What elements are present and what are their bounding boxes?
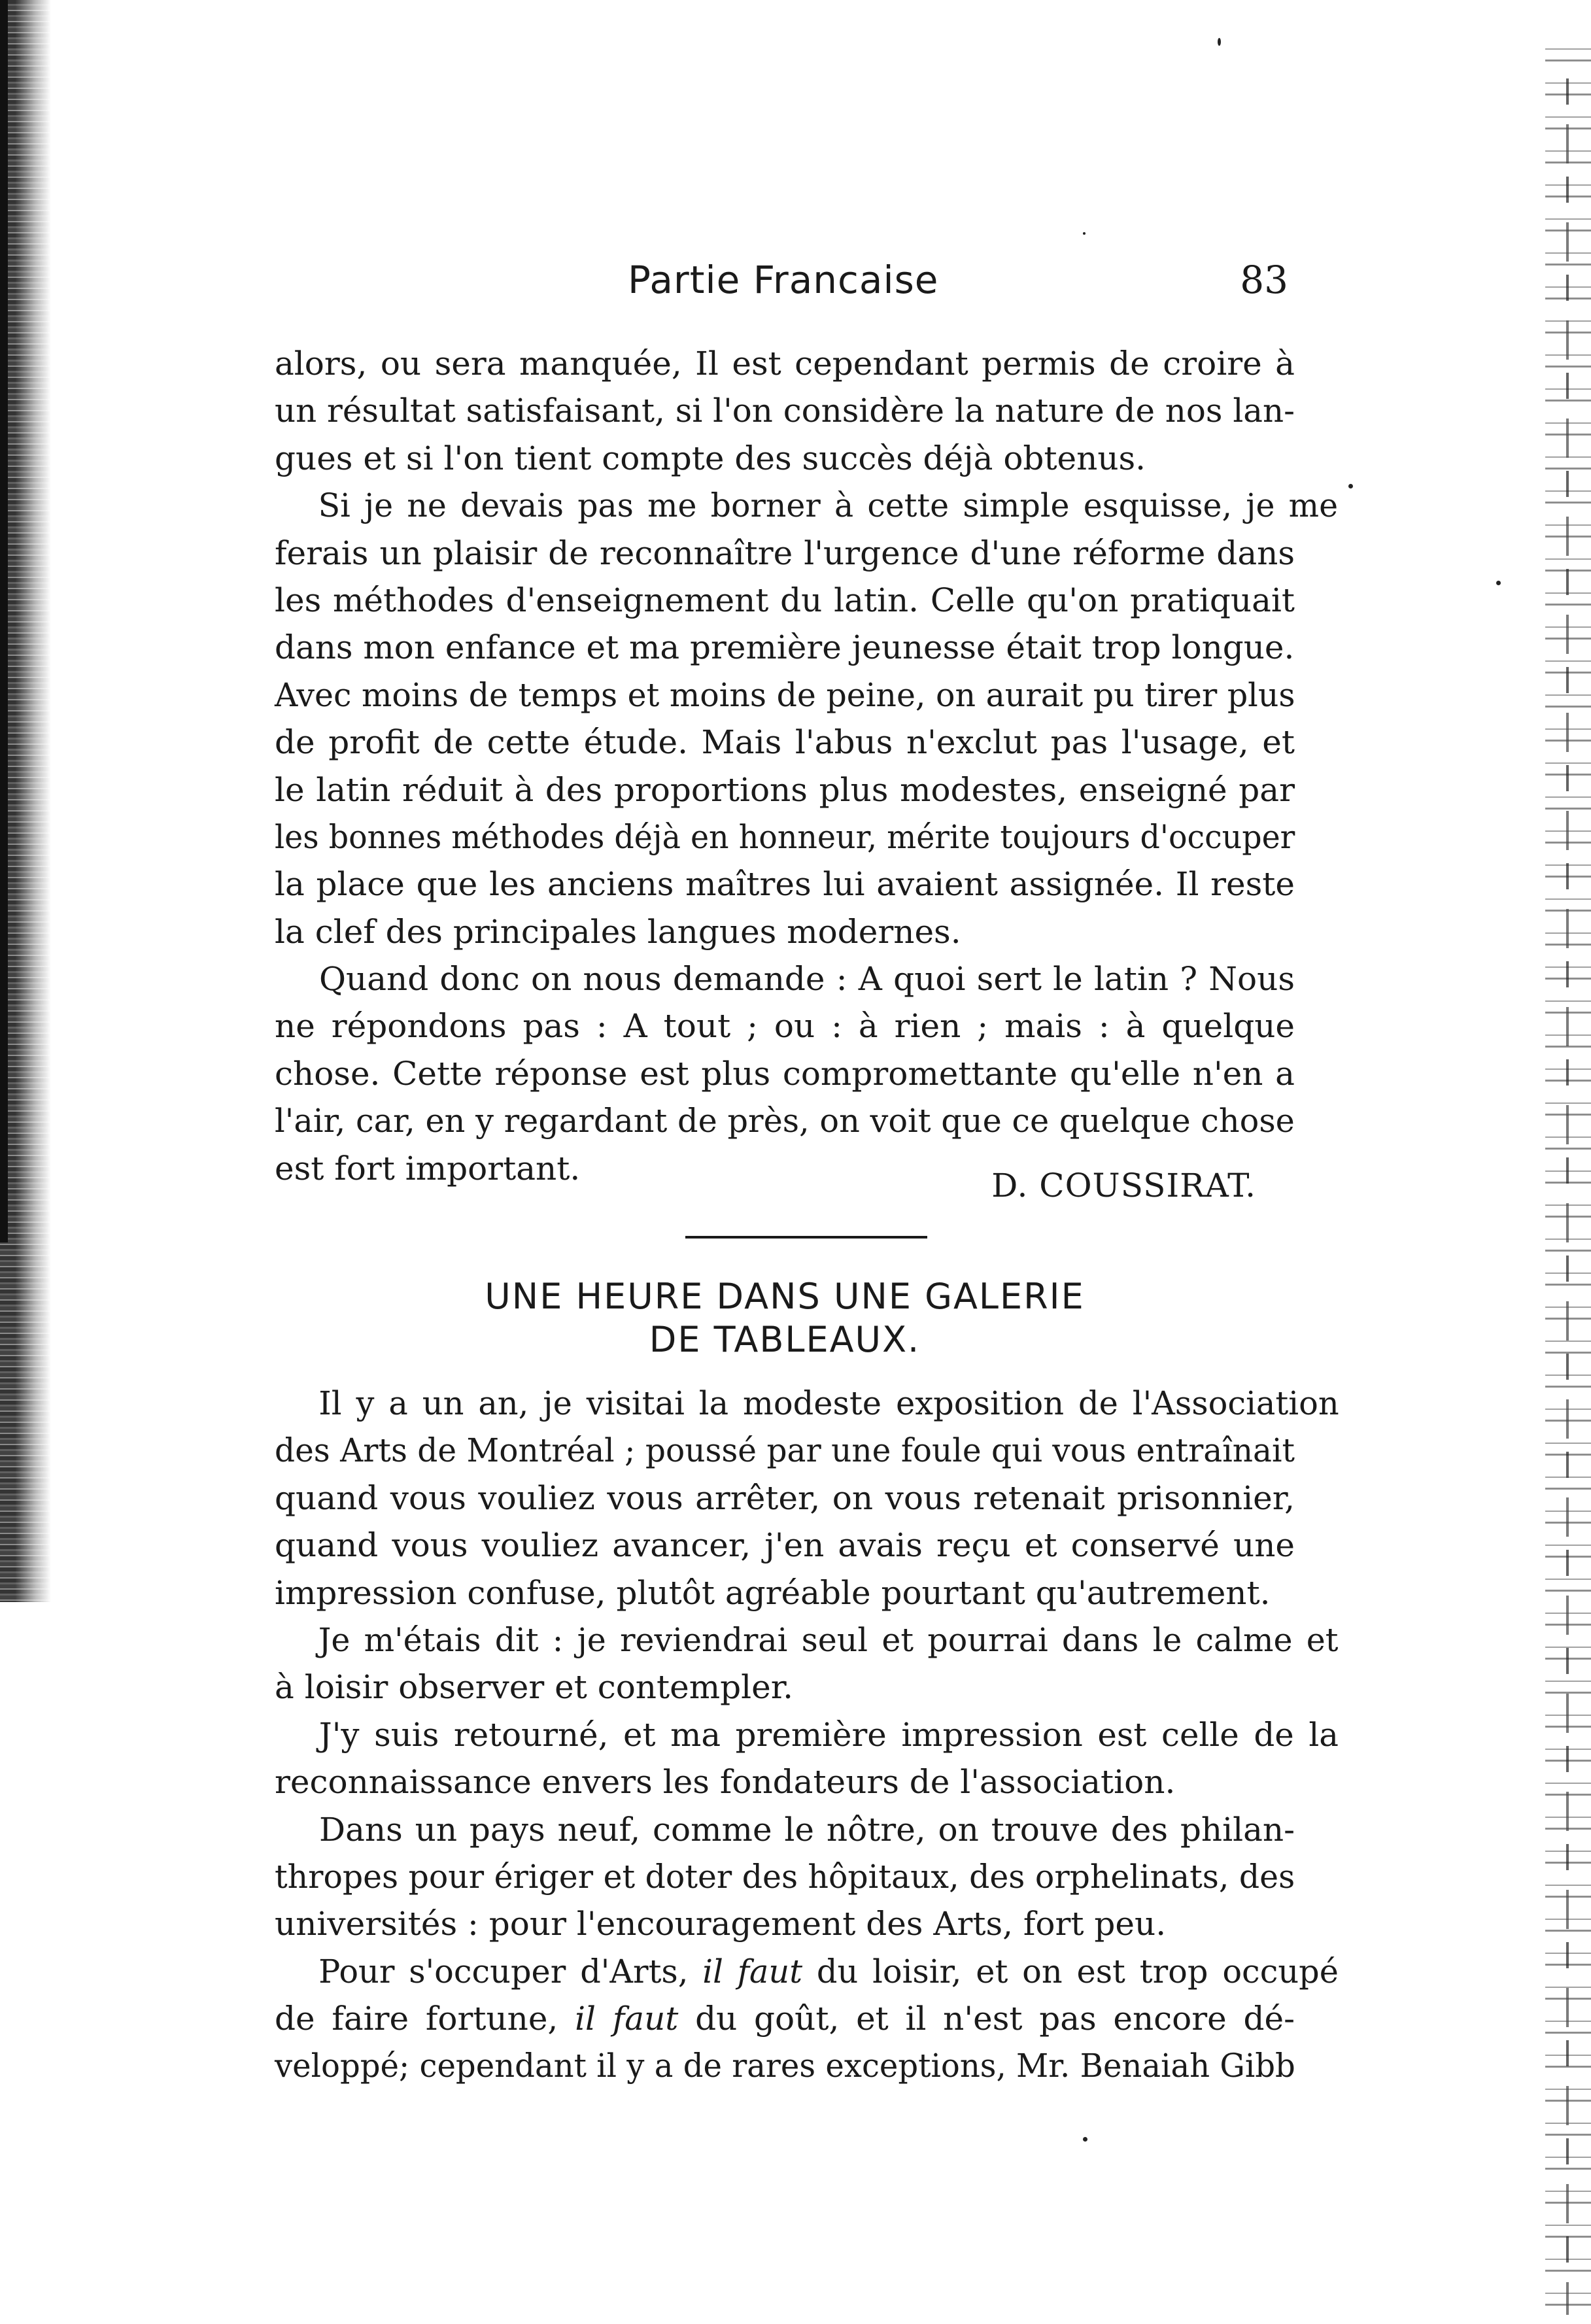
text-line: alors, ou sera manquée, Il est cependant permis de croire à (275, 345, 1295, 383)
text-line: quand vous vouliez avancer, j'en avais reçu et conservé une (275, 1526, 1295, 1565)
text-line: thropes pour ériger et doter des hôpitaux, des orphelinats, des (275, 1857, 1295, 1896)
text-line: impression confuse, plutôt agréable pourtant qu'autrement. (275, 1573, 1271, 1612)
text-line: des Arts de Montréal ; poussé par une foule qui vous entraînait (275, 1431, 1295, 1470)
text-line: les méthodes d'enseignement du latin. Celle qu'on pratiquait (275, 581, 1295, 619)
text-line: un résultat satisfaisant, si l'on considère la nature de nos lan- (275, 392, 1295, 430)
dust-speck (1218, 38, 1221, 46)
italic-text: il faut (575, 2000, 679, 2038)
text-line: Dans un pays neuf, comme le nôtre, on trouve des philan- (319, 1810, 1295, 1849)
text-line: Quand donc on nous demande : A quoi sert le latin ? Nous (319, 960, 1295, 999)
text-line: ne répondons pas : A tout ; ou : à rien ; mais : à quelque (275, 1007, 1295, 1046)
article-title-line-2: DE TABLEAUX. (649, 1319, 921, 1360)
text-run: de faire fortune, (275, 2000, 575, 2038)
author-signature: D. COUSSIRAT. (991, 1167, 1256, 1205)
text-line: le latin réduit à des proportions plus modestes, enseigné par (275, 770, 1295, 809)
text-line (275, 1948, 1339, 1995)
text-line: la place que les anciens maîtres lui avaient assignée. Il reste (275, 865, 1295, 904)
text-run: du goût, et il n'est pas encore dé- (678, 2000, 1295, 2038)
text-line: Je m'étais dit : je reviendrai seul et pourrai dans le calme et (318, 1620, 1339, 1659)
text-line: gues et si l'on tient compte des succès déjà obtenus. (275, 439, 1146, 477)
text-line: Il y a un an, je visitai la modeste exposition de l'Association (318, 1384, 1339, 1422)
text-line: quand vous vouliez vous arrêter, on vous retenait prisonnier, (275, 1478, 1295, 1517)
text-line: les bonnes méthodes déjà en honneur, mérite toujours d'occuper (275, 817, 1295, 856)
text-run: du loisir, et on est trop occupé (802, 1952, 1339, 1991)
article-end-body (275, 340, 1339, 1192)
text-line: reconnaissance envers les fondateurs de l'association. (275, 1763, 1176, 1802)
page-number: 83 (1240, 258, 1288, 302)
dust-speck (1083, 2137, 1087, 2142)
text-line: Avec moins de temps et moins de peine, on aurait pu tirer plus (275, 675, 1295, 714)
running-title: Partie Francaise (628, 258, 939, 302)
scan-shadow-left-core (0, 0, 8, 1242)
text-line: dans mon enfance et ma première jeunesse était trop longue. (275, 628, 1295, 667)
text-line: universités : pour l'encouragement des Arts, fort peu. (275, 1905, 1167, 1943)
scan-edge-line-right (1566, 78, 1569, 2315)
dust-speck (1496, 581, 1501, 585)
page-header (275, 255, 1295, 320)
article-body (275, 1380, 1339, 2090)
text-line: chose. Cette réponse est plus compromettante qu'elle n'en a (275, 1054, 1295, 1093)
text-line: est fort important. (275, 1149, 581, 1188)
article-title (275, 1275, 1295, 1361)
dust-speck (1083, 232, 1086, 235)
dust-speck (1348, 484, 1353, 488)
text-line: l'air, car, en y regardant de près, on voit que ce quelque chose (275, 1102, 1295, 1140)
article-title-line-1: UNE HEURE DANS UNE GALERIE (485, 1276, 1085, 1317)
text-line: la clef des principales langues modernes. (275, 912, 961, 951)
section-separator (685, 1236, 927, 1239)
text-line: Si je ne devais pas me borner à cette simple esquisse, je me (318, 487, 1339, 525)
text-line: veloppé; cependant il y a de rares exceptions, Mr. Benaiah Gibb (275, 2047, 1295, 2085)
text-line: à loisir observer et contempler. (275, 1668, 793, 1707)
text-line: ferais un plaisir de reconnaître l'urgence d'une réforme dans (275, 534, 1295, 572)
text-line: de profit de cette étude. Mais l'abus n'exclut pas l'usage, et (275, 723, 1295, 762)
italic-text: il faut (702, 1952, 803, 1991)
text-run: Pour s'occuper d'Arts, (318, 1952, 703, 1991)
text-line (275, 1995, 1295, 2042)
text-line: J'y suis retourné, et ma première impression est celle de la (318, 1715, 1339, 1754)
